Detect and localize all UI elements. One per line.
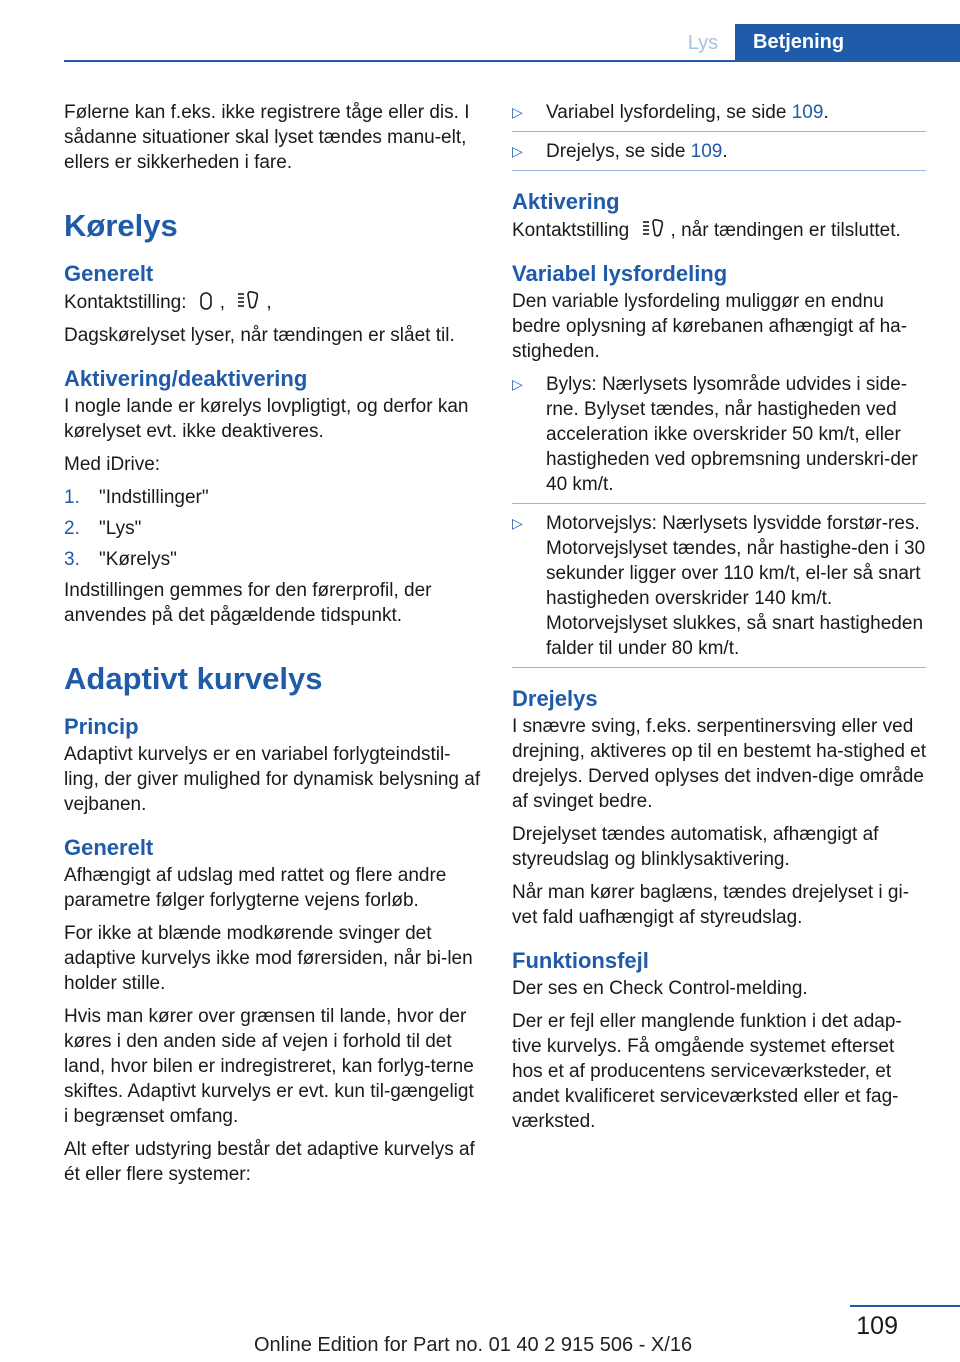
header-tab-lys[interactable]: Lys xyxy=(687,32,719,54)
triangle-bullet-icon: ▷ xyxy=(512,104,523,120)
subtitle-drejelys: Drejelys xyxy=(512,686,598,711)
subtitle-generelt: Generelt xyxy=(64,261,154,286)
idrive-step: 3. "Kørelys" xyxy=(64,549,177,570)
divider xyxy=(512,170,926,171)
divider xyxy=(512,503,926,504)
triangle-bullet-icon: ▷ xyxy=(512,143,523,159)
section-title-adaptivt-kurvelys: Adaptivt kurvelys xyxy=(64,661,323,696)
triangle-bullet-icon: ▷ xyxy=(512,515,523,531)
section-title-korelys: Kørelys xyxy=(64,208,178,243)
left-column xyxy=(64,100,482,1195)
intro-paragraph: Følerne kan f.eks. ikke registrere tåge eller dis. I sådanne situationer skal lyset tændes manu-elt, ellers er sikkerheden i fare. xyxy=(64,102,470,173)
header-rule xyxy=(64,60,960,62)
header-tab-betjening[interactable]: Betjening xyxy=(735,24,960,61)
list-item: ▷ Motorvejslys: Nærlysets lysvidde forstør-res. Motorvejslyset tændes, når hastighe-den i 30 sekunder ligger over 110 km/t, el-ler så snart hastigheden overskrider 140 km/t. Motorvejslyset slukkes, så snart hastigheden falder til under 80 km/t. xyxy=(512,511,926,668)
subtitle-generelt-2: Generelt xyxy=(64,835,154,860)
generelt2-p1: Afhængigt af udslag med rattet og flere andre parametre følger forlygterne vejens forløb. xyxy=(64,865,447,911)
subtitle-aktivering: Aktivering xyxy=(512,189,620,214)
variabel-list xyxy=(512,372,926,668)
kontakt-sep-2: , xyxy=(266,292,272,313)
systems-list xyxy=(512,100,926,171)
kontakt-sep-1: , xyxy=(219,292,226,313)
ignition-off-icon xyxy=(198,291,214,311)
generelt2-p3: Hvis man kører over grænsen til lande, hvor der køres i den anden side af vejen i forhold til det land, hvor bilen er indregistreret, kan forlyg-terne skiftes. Adaptivt kurvelys er evt. kun til-gængeligt i begrænset omfang. xyxy=(64,1006,474,1127)
funktionsfejl-p2: Der er fejl eller manglende funktion i det adap-tive kurvelys. Få omgående systemet efterset hos et af producentens serviceværksteder, et andet kvalificeret serviceværksted eller et fag-værksted. xyxy=(512,1011,902,1132)
ignition-on-icon xyxy=(641,217,665,239)
ignition-on-icon xyxy=(236,289,260,311)
page-link[interactable]: 109 xyxy=(690,141,723,162)
right-column xyxy=(512,100,926,1142)
subtitle-funktionsfejl: Funktionsfejl xyxy=(512,948,649,973)
idrive-step: 1. "Indstillinger" xyxy=(64,487,209,508)
drejelys-p3: Når man kører baglæns, tændes drejelyset i gi-vet fald uafhængigt af styreudslag. xyxy=(512,882,910,928)
funktionsfejl-p1: Der ses en Check Control-melding. xyxy=(512,978,808,999)
divider xyxy=(512,667,926,668)
generelt2-p4: Alt efter udstyring består det adaptive kurvelys af ét eller flere systemer: xyxy=(64,1139,475,1185)
triangle-bullet-icon: ▷ xyxy=(512,376,523,392)
subtitle-aktivering-deaktivering: Aktivering/deaktivering xyxy=(64,366,308,391)
idrive-steps xyxy=(64,485,482,572)
kontaktstilling-line xyxy=(64,289,482,315)
generelt2-p2: For ikke at blænde modkørende svinger det adaptive kurvelys ikke mod førersiden, når bi-len holder stille. xyxy=(64,923,473,994)
drejelys-p1: I snævre sving, f.eks. serpentinersving eller ved drejning, aktiveres op til en bestemt ha-stighed et drejelys. Derved oplyses det indven-dige område af svinget bedre. xyxy=(512,716,927,812)
list-item: ▷ Variabel lysfordeling, se side 109. xyxy=(512,100,926,132)
list-item: ▷ Drejelys, se side 109. xyxy=(512,139,926,171)
list-item: ▷ Bylys: Nærlysets lysområde udvides i side-rne. Bylyset tændes, når hastigheden ved acceleration ikke overskrider 50 km/t, eller hastigheden ved opbremsning underskri-der 40 km/t. xyxy=(512,372,926,504)
indstilling-text: Indstillingen gemmes for den førerprofil, der anvendes på det pågældende tidspunkt. xyxy=(64,580,432,626)
drejelys-p2: Drejelyset tændes automatisk, afhængigt af styreudslag og blinklysaktivering. xyxy=(512,824,879,870)
dagskorelys-text: Dagskørelyset lyser, når tændingen er slået til. xyxy=(64,325,455,346)
subtitle-variabel-lysfordeling: Variabel lysfordeling xyxy=(512,261,728,286)
divider xyxy=(512,131,926,132)
page-link[interactable]: 109 xyxy=(791,102,824,123)
akt-deakt-text: I nogle lande er kørelys lovpligtigt, og derfor kan kørelyset evt. ikke deaktiveres. xyxy=(64,396,469,442)
subtitle-princip: Princip xyxy=(64,714,139,739)
idrive-step: 2. "Lys" xyxy=(64,518,142,539)
idrive-label: Med iDrive: xyxy=(64,454,161,475)
kontakt-label: Kontaktstilling: xyxy=(64,292,187,313)
aktivering-line: Kontaktstilling , når tændingen er tilsluttet. xyxy=(512,217,926,243)
footer-rule xyxy=(850,1305,960,1307)
edition-footer: Online Edition for Part no. 01 40 2 915 506 - X/16 xyxy=(254,1334,693,1356)
page-number: 109 xyxy=(856,1312,898,1340)
princip-text: Adaptivt kurvelys er en variabel forlygteindstil-ling, der giver mulighed for dynamisk belysning af vejbanen. xyxy=(64,744,481,815)
variabel-text: Den variable lysfordeling muliggør en endnu bedre oplysning af kørebanen afhængigt af ha-stigheden. xyxy=(512,291,908,362)
